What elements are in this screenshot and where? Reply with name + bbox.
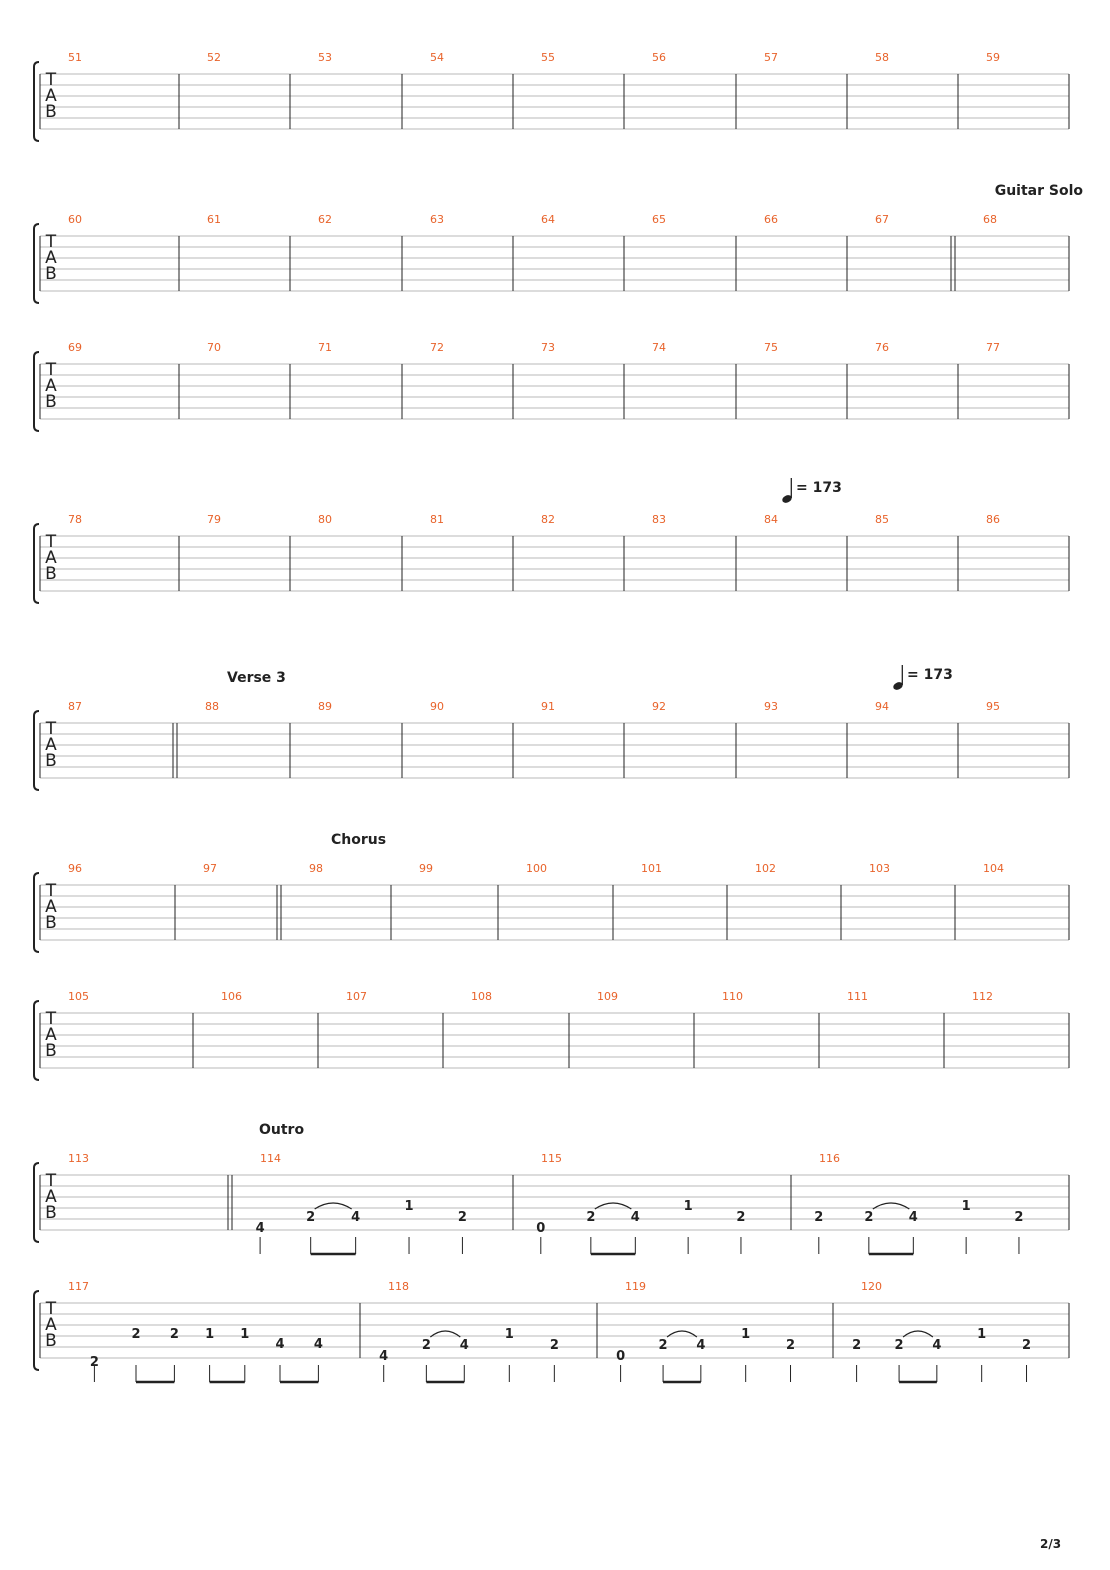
fret-number: 2 (785, 1338, 796, 1353)
page-number: 2/3 (1040, 1537, 1062, 1551)
staff-bracket (34, 224, 39, 303)
measure-number: 97 (203, 862, 217, 875)
fret-number: 4 (459, 1338, 469, 1353)
measure-number: 108 (471, 990, 492, 1003)
measure-number: 59 (986, 51, 1000, 64)
section-label: Outro (259, 1122, 305, 1138)
measure-number: 114 (260, 1152, 281, 1165)
fret-number: 1 (741, 1327, 751, 1342)
measure-number: 57 (764, 51, 778, 64)
measure-number: 58 (875, 51, 889, 64)
measure-number: 77 (986, 341, 1000, 354)
fret-number: 1 (240, 1327, 250, 1342)
tab-clef-letter: B (45, 913, 57, 933)
fret-number: 1 (205, 1327, 215, 1342)
measure-number: 63 (430, 213, 444, 226)
measure-number: 107 (346, 990, 367, 1003)
measure-number: 98 (309, 862, 323, 875)
tab-clef-letter: T (45, 881, 57, 901)
fret-number: 0 (616, 1349, 626, 1364)
fret-number: 4 (379, 1349, 389, 1364)
tab-clef-letter: B (45, 1331, 57, 1351)
measure-number: 66 (764, 213, 778, 226)
tab-clef-letter: T (45, 719, 57, 739)
quarter-note-icon (781, 478, 793, 504)
staff-bracket (34, 1163, 39, 1242)
measure-number: 105 (68, 990, 89, 1003)
measure-number: 84 (764, 513, 778, 526)
fret-number: 2 (1014, 1210, 1024, 1225)
section-label: Guitar Solo (994, 183, 1083, 199)
measure-number: 88 (205, 700, 219, 713)
staff-bracket (34, 352, 39, 431)
fret-number: 4 (255, 1221, 265, 1236)
measure-number: 109 (597, 990, 618, 1003)
measure-number: 55 (541, 51, 555, 64)
measure-number: 80 (318, 513, 332, 526)
tab-clef-letter: A (45, 897, 57, 917)
measure-number: 82 (541, 513, 555, 526)
measure-number: 118 (388, 1280, 409, 1293)
tab-clef-letter: A (45, 376, 57, 396)
tab-clef-letter: B (45, 1041, 57, 1061)
measure-number: 86 (986, 513, 1000, 526)
fret-number: 2 (864, 1210, 874, 1225)
tab-clef-letter: T (45, 1009, 57, 1029)
fret-number: 2 (852, 1338, 862, 1353)
tab-clef-letter: T (45, 360, 57, 380)
measure-number: 64 (541, 213, 555, 226)
measure-number: 69 (68, 341, 82, 354)
fret-number: 2 (306, 1210, 316, 1225)
measure-number: 117 (68, 1280, 89, 1293)
measure-number: 94 (875, 700, 889, 713)
fret-number: 2 (814, 1210, 824, 1225)
tab-clef-letter: A (45, 86, 57, 106)
tab-clef-letter: A (45, 248, 57, 268)
fret-number: 1 (504, 1327, 514, 1342)
measure-number: 106 (221, 990, 242, 1003)
measure-number: 73 (541, 341, 555, 354)
fret-number: 1 (404, 1199, 414, 1214)
measure-number: 102 (755, 862, 776, 875)
fret-number: 2 (457, 1210, 467, 1225)
measure-number: 51 (68, 51, 82, 64)
tab-clef-letter: T (45, 1171, 57, 1191)
measure-number: 54 (430, 51, 444, 64)
measure-number: 99 (419, 862, 433, 875)
measure-number: 74 (652, 341, 666, 354)
fret-number: 2 (1021, 1338, 1032, 1353)
measure-number: 113 (68, 1152, 89, 1165)
measure-number: 100 (526, 862, 547, 875)
measure-number: 68 (983, 213, 997, 226)
measure-number: 92 (652, 700, 666, 713)
measure-number: 79 (207, 513, 221, 526)
fret-number: 0 (536, 1221, 546, 1236)
tab-clef-letter: B (45, 264, 57, 284)
measure-number: 52 (207, 51, 221, 64)
fret-number: 4 (908, 1210, 918, 1225)
tab-clef-letter: T (45, 70, 57, 90)
fret-number: 4 (630, 1210, 640, 1225)
fret-number: 2 (131, 1327, 141, 1342)
tab-clef-letter: T (45, 232, 57, 252)
tempo-mark: = 173 (907, 667, 953, 683)
measure-number: 91 (541, 700, 555, 713)
measure-number: 115 (541, 1152, 562, 1165)
fret-number: 4 (696, 1338, 706, 1353)
tab-clef-letter: B (45, 392, 57, 412)
fret-number: 2 (421, 1338, 431, 1353)
measure-number: 56 (652, 51, 666, 64)
measure-number: 110 (722, 990, 743, 1003)
tab-clef-letter: T (45, 532, 57, 552)
measure-number: 93 (764, 700, 778, 713)
tab-clef-letter: A (45, 548, 57, 568)
fret-number: 4 (351, 1210, 361, 1225)
measure-number: 96 (68, 862, 82, 875)
measure-number: 90 (430, 700, 444, 713)
tab-clef-letter: B (45, 564, 57, 584)
fret-number: 1 (961, 1199, 971, 1214)
tab-clef-letter: B (45, 1203, 57, 1223)
measure-number: 75 (764, 341, 778, 354)
measure-number: 101 (641, 862, 662, 875)
measure-number: 116 (819, 1152, 840, 1165)
measure-number: 78 (68, 513, 82, 526)
measure-number: 76 (875, 341, 889, 354)
tab-clef-letter: B (45, 751, 57, 771)
section-label: Verse 3 (227, 670, 286, 686)
measure-number: 104 (983, 862, 1004, 875)
fret-number: 2 (89, 1355, 99, 1370)
fret-number: 2 (658, 1338, 668, 1353)
fret-number: 2 (549, 1338, 559, 1353)
section-label: Chorus (331, 832, 387, 848)
measure-number: 111 (847, 990, 868, 1003)
tab-clef-letter: A (45, 1187, 57, 1207)
staff-bracket (34, 1291, 39, 1370)
measure-number: 85 (875, 513, 889, 526)
fret-number: 4 (275, 1337, 285, 1352)
measure-number: 103 (869, 862, 890, 875)
tab-clef-letter: B (45, 102, 57, 122)
tab-clef-letter: A (45, 1025, 57, 1045)
measure-number: 70 (207, 341, 221, 354)
fret-number: 2 (894, 1338, 904, 1353)
fret-number: 4 (313, 1337, 323, 1352)
measure-number: 60 (68, 213, 82, 226)
measure-number: 72 (430, 341, 444, 354)
fret-number: 1 (683, 1199, 693, 1214)
staff-bracket (34, 62, 39, 141)
measure-number: 119 (625, 1280, 646, 1293)
fret-number: 2 (736, 1210, 746, 1225)
measure-number: 95 (986, 700, 1000, 713)
tab-clef-letter: A (45, 735, 57, 755)
tempo-mark: = 173 (796, 480, 842, 496)
staff-bracket (34, 524, 39, 603)
measure-number: 83 (652, 513, 666, 526)
measure-number: 67 (875, 213, 889, 226)
tab-clef-letter: T (45, 1299, 57, 1319)
measure-number: 65 (652, 213, 666, 226)
measure-number: 62 (318, 213, 332, 226)
tab-clef-letter: A (45, 1315, 57, 1335)
measure-number: 87 (68, 700, 82, 713)
staff-bracket (34, 711, 39, 790)
measure-number: 61 (207, 213, 221, 226)
fret-number: 2 (169, 1327, 179, 1342)
measure-number: 71 (318, 341, 332, 354)
measure-number: 89 (318, 700, 332, 713)
measure-number: 120 (861, 1280, 882, 1293)
fret-number: 1 (977, 1327, 987, 1342)
fret-number: 2 (586, 1210, 596, 1225)
staff-bracket (34, 1001, 39, 1080)
measure-number: 53 (318, 51, 332, 64)
fret-number: 4 (932, 1338, 942, 1353)
quarter-note-icon (892, 665, 904, 691)
staff-bracket (34, 873, 39, 952)
measure-number: 81 (430, 513, 444, 526)
measure-number: 112 (972, 990, 993, 1003)
